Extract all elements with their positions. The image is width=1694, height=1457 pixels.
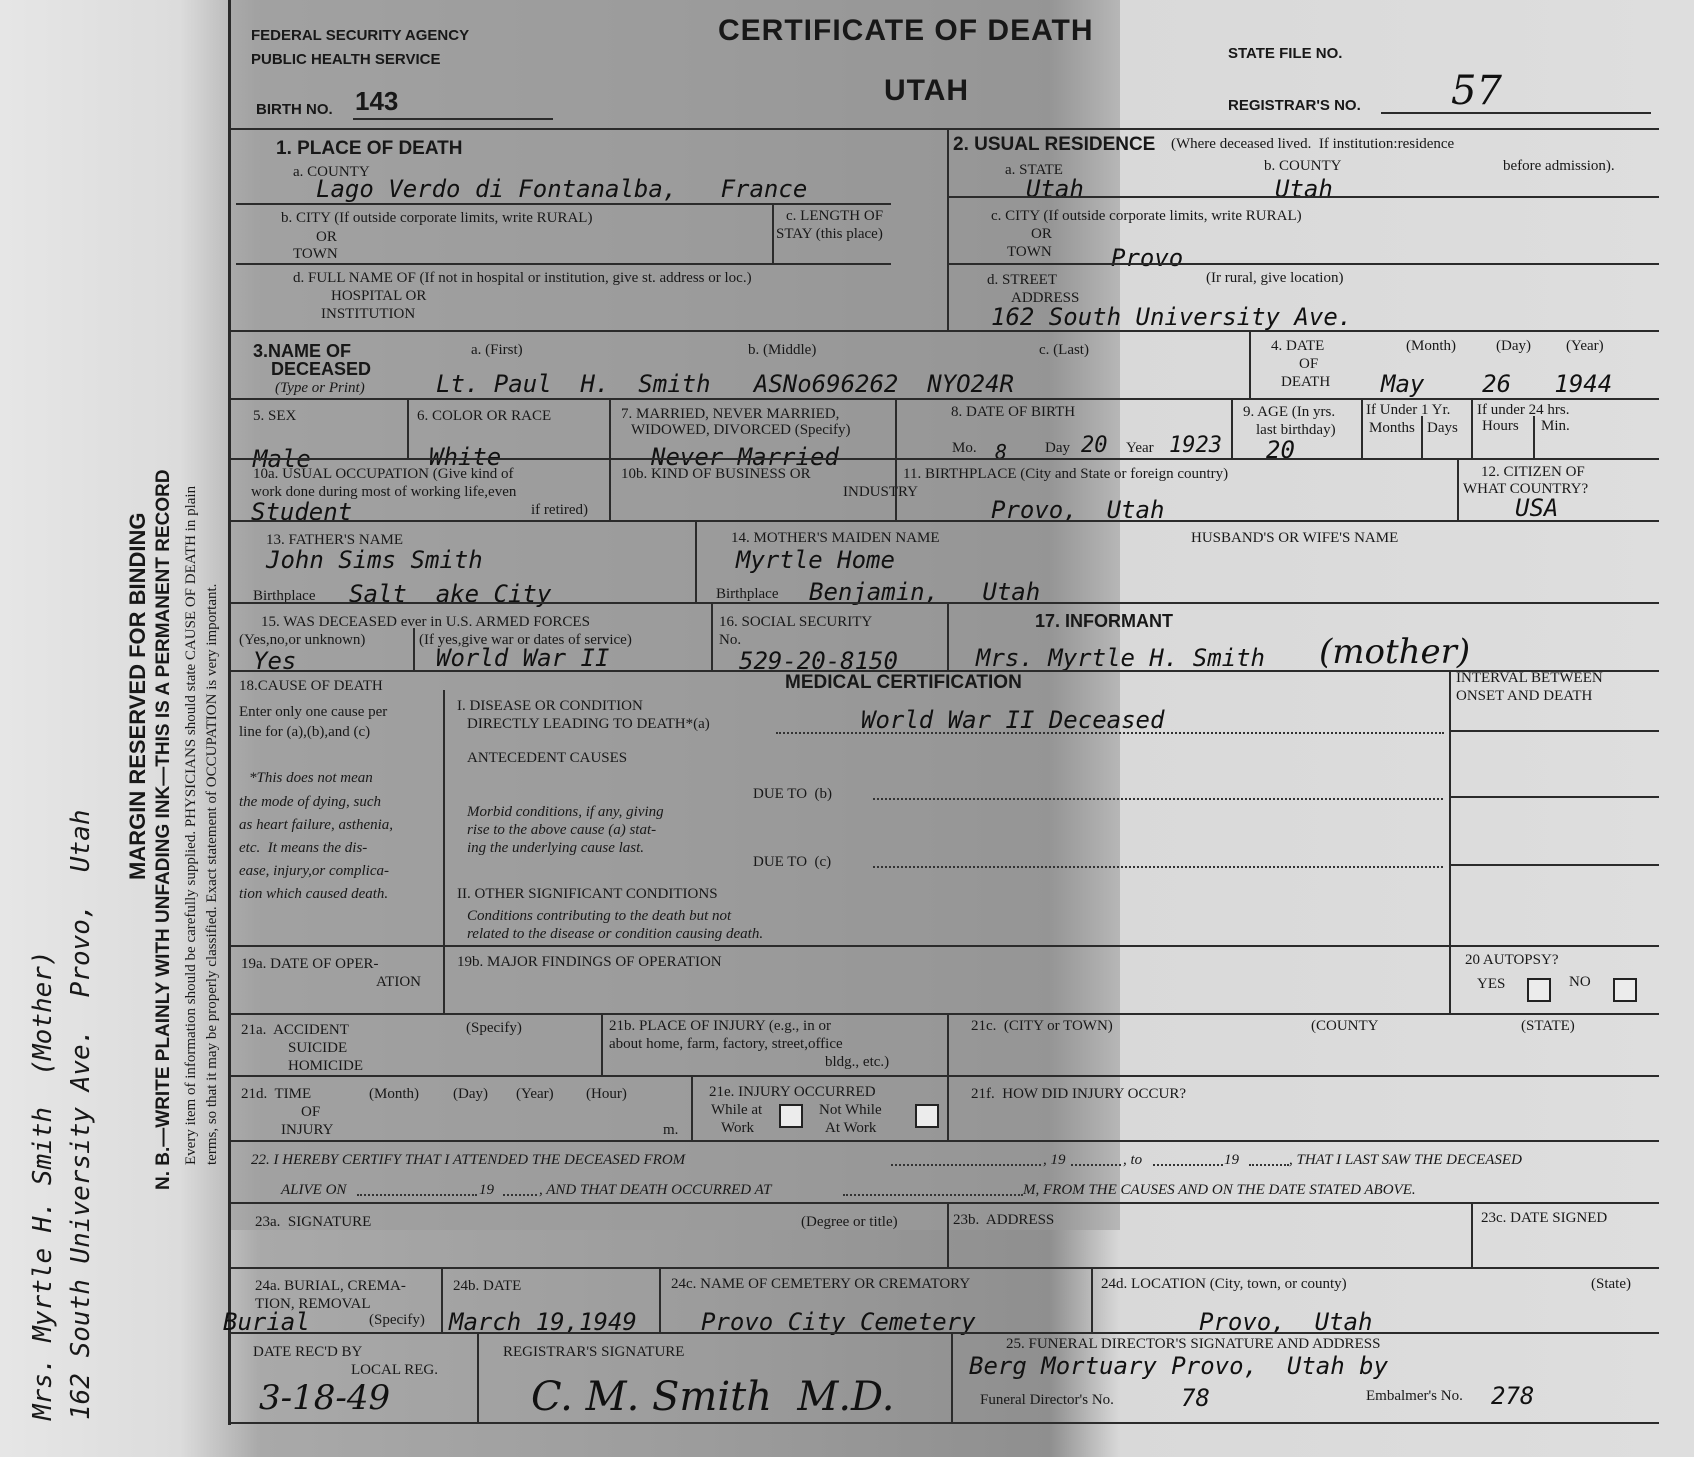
degree-label: (Degree or title): [801, 1214, 898, 1230]
at-work-label: At Work: [825, 1120, 877, 1136]
res-or: OR: [1031, 226, 1052, 242]
certify-line1b: , 19: [1043, 1152, 1066, 1168]
res-state-label: a. STATE: [1005, 162, 1063, 178]
occupation-value: Student: [251, 498, 353, 526]
operation-findings-label: 19b. MAJOR FINDINGS OF OPERATION: [457, 954, 722, 970]
location-state-label: (State): [1591, 1276, 1631, 1292]
res-state-value: Utah: [1026, 175, 1084, 203]
injury-month-label: (Month): [369, 1086, 419, 1102]
margin-notice-ink: N. B.—WRITE PLAINLY WITH UNFADING INK—THIS IS A PERMANENT RECORD: [153, 469, 174, 1190]
place-of-death-label: 1. PLACE OF DEATH: [276, 138, 463, 159]
injury-county-label: (COUNTY: [1311, 1018, 1379, 1034]
place-of-injury-label: 21b. PLACE OF INJURY (e.g., in or: [609, 1018, 831, 1034]
birthplace-value: Provo, Utah: [991, 496, 1165, 524]
date-of-death-value: May 26 1944: [1381, 370, 1613, 398]
married-label2: WIDOWED, DIVORCED (Specify): [631, 422, 851, 438]
citizen-label: 12. CITIZEN OF: [1481, 464, 1585, 480]
cause-note3: as heart failure, asthenia,: [239, 817, 394, 833]
cause-of-death-label: 18.CAUSE OF DEATH: [239, 678, 383, 694]
pod-town: TOWN: [293, 246, 338, 262]
cause-instructions2: line for (a),(b),and (c): [239, 724, 371, 740]
pod-or: OR: [316, 229, 337, 245]
burial-label: 24a. BURIAL, CREMA-: [255, 1278, 406, 1294]
autopsy-label: 20 AUTOPSY?: [1465, 952, 1559, 968]
married-value: Never Married: [651, 443, 839, 471]
father-label: 13. FATHER'S NAME: [266, 532, 404, 548]
date-of-death-of: OF: [1299, 356, 1319, 372]
sex-value: Male: [253, 445, 311, 473]
dob-year-label: Year: [1126, 440, 1154, 456]
res-town: TOWN: [1007, 244, 1052, 260]
informant-value: Mrs. Myrtle H. Smith: [976, 644, 1265, 672]
injury-specify: (Specify): [466, 1020, 522, 1036]
injury-city-label: 21c. (CITY or TOWN): [971, 1018, 1113, 1034]
margin-notice-binding: MARGIN RESERVED FOR BINDING: [125, 512, 150, 880]
registrar-no-label: REGISTRAR'S NO.: [1228, 97, 1361, 114]
injury-time-of: OF: [301, 1104, 321, 1120]
social-security-no: No.: [719, 632, 742, 648]
injury-time-label: 21d. TIME: [241, 1086, 312, 1102]
due-to-b-label: DUE TO (b): [753, 786, 833, 802]
injury-occurred-label: 21e. INJURY OCCURRED: [709, 1084, 876, 1100]
armed-value: Yes: [253, 647, 297, 675]
suicide-label: SUICIDE: [288, 1040, 348, 1056]
pod-stay-label: c. LENGTH OF: [786, 208, 884, 224]
deceased-label: 3.NAME OF: [253, 341, 352, 361]
armed-note1: (Yes,no,or unknown): [239, 632, 366, 648]
certify-line1c: , to: [1123, 1152, 1143, 1168]
business-label: 10b. KIND OF BUSINESS OR: [621, 466, 811, 482]
dob-day-label: Day: [1045, 440, 1070, 456]
certify-line2b: 19: [479, 1182, 494, 1198]
middle-name-label: b. (Middle): [748, 342, 817, 358]
certify-line2d: M, FROM THE CAUSES AND ON THE DATE STATED ABOVE.: [1023, 1182, 1416, 1198]
race-label: 6. COLOR OR RACE: [417, 408, 552, 424]
homicide-label: HOMICIDE: [288, 1058, 363, 1074]
burial-date-label: 24b. DATE: [453, 1278, 522, 1294]
funeral-director-value: Berg Mortuary Provo, Utah by: [969, 1352, 1389, 1380]
informant-note: (mother): [1319, 632, 1471, 672]
date-recd-value: 3-18-49: [259, 1378, 391, 1418]
state-title: UTAH: [884, 74, 970, 107]
dob-year-value: 1923: [1169, 433, 1222, 458]
cause-note6: tion which caused death.: [239, 886, 389, 902]
cause-note1: *This does not mean: [249, 770, 373, 786]
certify-line2a: ALIVE ON: [281, 1182, 347, 1198]
pod-institution: INSTITUTION: [321, 306, 416, 322]
while-at-label: While at: [711, 1102, 763, 1118]
citizen-label2: WHAT COUNTRY?: [1463, 481, 1589, 497]
autopsy-no-label: NO: [1569, 974, 1591, 990]
burial-date-value: March 19,1949: [449, 1308, 637, 1336]
embalmer-no-value: 278: [1491, 1382, 1535, 1410]
accident-label: 21a. ACCIDENT: [241, 1022, 349, 1038]
date-signed-label: 23c. DATE SIGNED: [1481, 1210, 1608, 1226]
certify-line1a: 22. I HEREBY CERTIFY THAT I ATTENDED THE DECEASED FROM: [251, 1152, 686, 1168]
funeral-director-no-value: 78: [1181, 1384, 1210, 1412]
res-county-label: b. COUNTY: [1264, 158, 1342, 174]
res-address-label: ADDRESS: [1011, 290, 1080, 306]
medical-heading: MEDICAL CERTIFICATION: [785, 672, 1022, 693]
cause-a-value: World War II Deceased: [861, 706, 1165, 734]
sex-label: 5. SEX: [253, 408, 297, 424]
age-label: 9. AGE (In yrs.: [1243, 404, 1336, 420]
citizen-value: USA: [1515, 494, 1559, 522]
res-street-label: d. STREET: [987, 272, 1057, 288]
deceased-label2: DECEASED: [271, 359, 372, 379]
deceased-label3: (Type or Print): [275, 380, 365, 396]
months-label: Months: [1369, 420, 1415, 436]
date-of-death-death: DEATH: [1281, 374, 1331, 390]
father-birthplace-label: Birthplace: [253, 588, 316, 604]
dob-day-value: 20: [1081, 433, 1108, 458]
state-file-label: STATE FILE NO.: [1228, 45, 1343, 62]
cause-instructions1: Enter only one cause per: [239, 704, 388, 720]
local-reg-label: LOCAL REG.: [351, 1362, 438, 1378]
industry-label: INDUSTRY: [843, 484, 919, 500]
social-security-value: 529-20-8150: [739, 647, 898, 675]
social-security-label: 16. SOCIAL SECURITY: [719, 614, 873, 630]
residence-label: 2. USUAL RESIDENCE: [953, 134, 1156, 155]
place-of-injury-label3: bldg., etc.): [825, 1054, 890, 1070]
last-name-label: c. (Last): [1039, 342, 1089, 358]
location-label: 24d. LOCATION (City, town, or county): [1101, 1276, 1347, 1292]
morbid-text1: Morbid conditions, if any, giving: [467, 804, 664, 820]
injury-state-label: (STATE): [1521, 1018, 1575, 1034]
occupation-label2: work done during most of working life,even: [251, 484, 517, 500]
certify-line1e: , THAT I LAST SAW THE DECEASED: [1289, 1152, 1522, 1168]
spouse-label: HUSBAND'S OR WIFE'S NAME: [1191, 530, 1399, 546]
interval-label: INTERVAL BETWEEN: [1456, 670, 1603, 686]
age-label2: last birthday): [1256, 422, 1336, 438]
armed-note2: (If yes,give war or dates of service): [419, 632, 632, 648]
margin-notice-occupation: terms, so that it may be properly classified. Exact statement of OCCUPATION is very important.: [204, 583, 220, 1165]
injury-time-injury: INJURY: [281, 1122, 334, 1138]
autopsy-yes-checkbox[interactable]: [1527, 978, 1551, 1002]
morbid-text2: rise to the above cause (a) stat-: [467, 822, 657, 838]
injury-day-label: (Day): [453, 1086, 488, 1102]
min-label: Min.: [1541, 418, 1570, 434]
certify-line2c: , AND THAT DEATH OCCURRED AT: [539, 1182, 772, 1198]
cause-note2: the mode of dying, such: [239, 794, 382, 810]
residence-note: (Where deceased lived. If institution:residence: [1171, 136, 1455, 152]
deceased-name-value: Lt. Paul H. Smith ASNo696262 NYO24R: [436, 370, 1014, 398]
registrar-no-value: 57: [1451, 68, 1502, 114]
disease-label: I. DISEASE OR CONDITION: [457, 698, 643, 714]
pod-stay-label2: STAY (this place): [776, 226, 883, 242]
operation-date-label: 19a. DATE OF OPER-: [241, 956, 379, 972]
margin-notice-instructions: Every item of information should be carefully supplied. PHYSICIANS should state CAUSE OF DEATH in plain: [183, 485, 199, 1165]
mother-value: Myrtle Home: [736, 546, 895, 574]
injury-hour-label: (Hour): [586, 1086, 627, 1102]
father-value: John Sims Smith: [266, 546, 483, 574]
first-name-label: a. (First): [471, 342, 523, 358]
due-to-c-label: DUE TO (c): [753, 854, 832, 870]
other-conditions-label: II. OTHER SIGNIFICANT CONDITIONS: [457, 886, 718, 902]
signature-label: 23a. SIGNATURE: [255, 1214, 372, 1230]
res-city-label: c. CITY (If outside corporate limits, write RURAL): [991, 208, 1302, 224]
while-at-work-checkbox[interactable]: [779, 1104, 803, 1128]
registrar-signature: C. M. Smith M.D.: [531, 1374, 895, 1420]
dob-mo-value: 8: [995, 440, 1008, 464]
married-label: 7. MARRIED, NEVER MARRIED,: [621, 406, 840, 422]
father-birthplace-value: Salt ake City: [349, 580, 552, 608]
birth-no-label: BIRTH NO.: [256, 101, 333, 118]
birthplace-label: 11. BIRTHPLACE (City and State or foreign country): [903, 466, 1229, 482]
funeral-director-label: 25. FUNERAL DIRECTOR'S SIGNATURE AND ADDRESS: [1006, 1336, 1381, 1352]
year-label: (Year): [1566, 338, 1604, 354]
cause-note4: etc. It means the dis-: [239, 840, 368, 856]
month-label: (Month): [1406, 338, 1456, 354]
cemetery-label: 24c. NAME OF CEMETERY OR CREMATORY: [671, 1276, 971, 1292]
mother-birthplace-value: Benjamin, Utah: [809, 578, 1041, 606]
cause-note5: ease, injury,or complica-: [239, 863, 389, 879]
pod-hospital-or: HOSPITAL OR: [331, 288, 427, 304]
mother-label: 14. MOTHER'S MAIDEN NAME: [731, 530, 940, 546]
place-of-injury-label2: about home, farm, factory, street,office: [609, 1036, 843, 1052]
occupation-label3: if retired): [531, 502, 589, 518]
burial-specify-label: (Specify): [369, 1312, 425, 1328]
informant-label: 17. INFORMANT: [1035, 611, 1174, 631]
service-name: PUBLIC HEALTH SERVICE: [251, 51, 441, 68]
autopsy-yes-label: YES: [1477, 976, 1506, 992]
morbid-text3: ing the underlying cause last.: [467, 840, 645, 856]
directly-leading-label: DIRECTLY LEADING TO DEATH*(a): [467, 716, 710, 732]
certificate-title: CERTIFICATE OF DEATH: [718, 14, 1094, 47]
under-24hrs-label: If under 24 hrs.: [1477, 402, 1570, 418]
not-while-label: Not While: [819, 1102, 882, 1118]
burial-value: Burial: [223, 1308, 310, 1336]
mother-birthplace-label: Birthplace: [716, 586, 779, 602]
other-conditions-text1: Conditions contributing to the death but not: [467, 908, 732, 924]
certify-line1d: 19: [1224, 1152, 1239, 1168]
funeral-director-no-label: Funeral Director's No.: [980, 1392, 1114, 1408]
injury-m-label: m.: [663, 1122, 679, 1138]
how-injury-label: 21f. HOW DID INJURY OCCUR?: [971, 1086, 1186, 1102]
margin-address-street: 162 South University Ave. Provo, Utah: [66, 809, 96, 1420]
res-street-value: 162 South University Ave.: [991, 303, 1353, 331]
interval-label2: ONSET AND DEATH: [1456, 688, 1593, 704]
pod-hospital-label: d. FULL NAME OF (If not in hospital or institution, give st. address or loc.): [293, 270, 752, 286]
pod-county-value: Lago Verdo di Fontanalba, France: [316, 175, 808, 203]
work-label: Work: [721, 1120, 754, 1136]
not-while-at-work-checkbox[interactable]: [915, 1104, 939, 1128]
dob-mo-label: Mo.: [952, 440, 977, 456]
day-label: (Day): [1496, 338, 1531, 354]
hours-label: Hours: [1482, 418, 1519, 434]
armed-forces-label: 15. WAS DECEASED ever in U.S. ARMED FORCES: [261, 614, 590, 630]
res-city-value: Provo: [1111, 244, 1184, 272]
age-value: 20: [1266, 436, 1295, 464]
registrar-signature-label: REGISTRAR'S SIGNATURE: [503, 1344, 685, 1360]
race-value: White: [429, 443, 502, 471]
pod-county-label: a. COUNTY: [293, 164, 370, 180]
dob-label: 8. DATE OF BIRTH: [951, 404, 1076, 420]
agency-name: FEDERAL SECURITY AGENCY: [251, 27, 470, 44]
cert-address-label: 23b. ADDRESS: [953, 1212, 1055, 1228]
antecedent-label: ANTECEDENT CAUSES: [467, 750, 628, 766]
autopsy-no-checkbox[interactable]: [1613, 978, 1637, 1002]
embalmer-no-label: Embalmer's No.: [1366, 1388, 1463, 1404]
injury-year-label: (Year): [516, 1086, 554, 1102]
date-of-death-label: 4. DATE: [1271, 338, 1325, 354]
margin-address-name: Mrs. Myrtle H. Smith (Mother): [28, 950, 58, 1420]
cemetery-value: Provo City Cemetery: [701, 1308, 976, 1336]
burial-label2: TION, REMOVAL: [255, 1296, 371, 1312]
under-1yr-label: If Under 1 Yr.: [1366, 402, 1451, 418]
birth-no-value: 143: [355, 86, 399, 116]
occupation-label: 10a. USUAL OCCUPATION (Give kind of: [253, 466, 514, 482]
other-conditions-text2: related to the disease or condition causing death.: [467, 926, 764, 942]
date-recd-label: DATE REC'D BY: [253, 1344, 363, 1360]
operation-ation: ATION: [376, 974, 421, 990]
certificate-form: [223, 0, 1661, 1425]
res-rural-label: (Ir rural, give location): [1206, 270, 1344, 286]
location-value: Provo, Utah: [1199, 1308, 1373, 1336]
residence-note2: before admission).: [1503, 158, 1615, 174]
pod-city-label: b. CITY (If outside corporate limits, write RURAL): [281, 210, 593, 226]
res-county-value: Utah: [1275, 175, 1333, 203]
war-value: World War II: [436, 644, 610, 672]
days-label: Days: [1427, 420, 1458, 436]
